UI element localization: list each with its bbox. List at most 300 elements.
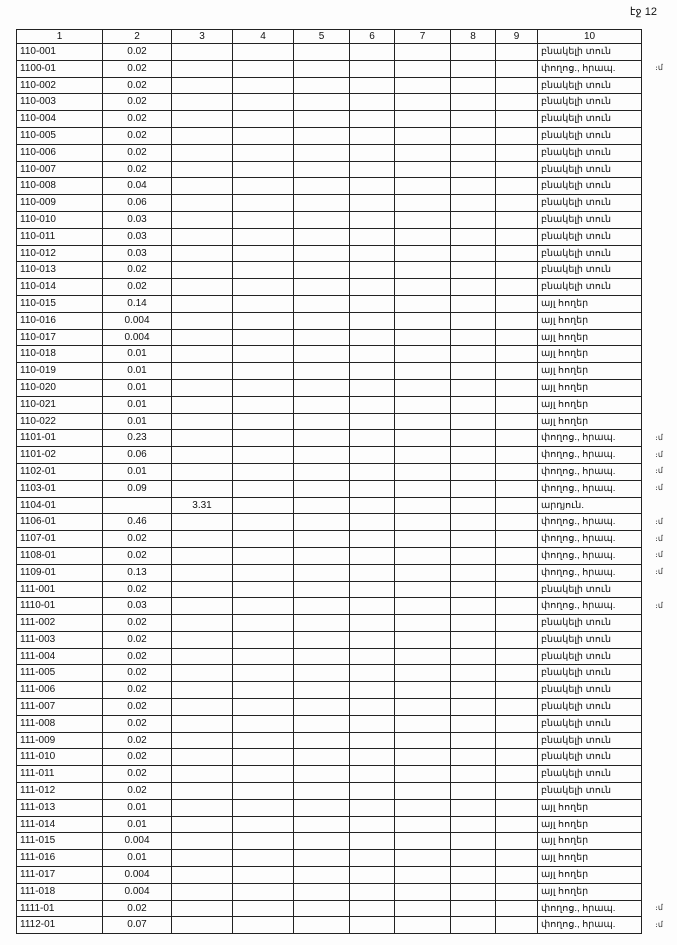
empty-cell	[350, 883, 395, 900]
empty-cell	[294, 900, 350, 917]
empty-cell	[233, 111, 294, 128]
empty-cell	[496, 900, 538, 917]
empty-cell	[496, 799, 538, 816]
empty-cell	[451, 245, 496, 262]
land-use: փողոց., հրապ.	[538, 514, 642, 531]
empty-cell	[395, 161, 451, 178]
area-value: 0.004	[103, 312, 172, 329]
empty-cell	[294, 413, 350, 430]
empty-cell	[395, 547, 451, 564]
table-row	[17, 699, 642, 716]
table-row	[17, 850, 642, 867]
empty-cell	[294, 363, 350, 380]
table-row	[17, 144, 642, 161]
empty-cell	[496, 396, 538, 413]
empty-cell	[294, 682, 350, 699]
parcel-code: 111-007	[17, 699, 103, 716]
col3-value	[172, 783, 233, 800]
empty-cell	[395, 816, 451, 833]
empty-cell	[496, 195, 538, 212]
empty-cell	[294, 329, 350, 346]
area-value: 0.06	[103, 195, 172, 212]
empty-cell	[395, 850, 451, 867]
land-use: փողոց., հրապ.	[538, 463, 642, 480]
parcel-code: 110-021	[17, 396, 103, 413]
empty-cell	[451, 682, 496, 699]
area-value: 0.04	[103, 178, 172, 195]
land-use: արդյուն.	[538, 497, 642, 514]
area-value: 0.02	[103, 631, 172, 648]
empty-cell	[294, 144, 350, 161]
column-header-1: 1	[17, 30, 103, 44]
col3-value	[172, 447, 233, 464]
empty-cell	[233, 463, 294, 480]
table-row	[17, 665, 642, 682]
empty-cell	[350, 44, 395, 61]
empty-cell	[451, 363, 496, 380]
col3-value	[172, 211, 233, 228]
parcel-code: 110-020	[17, 379, 103, 396]
empty-cell	[294, 312, 350, 329]
empty-cell	[294, 463, 350, 480]
table-row	[17, 648, 642, 665]
empty-cell	[350, 430, 395, 447]
empty-cell	[294, 77, 350, 94]
empty-cell	[233, 127, 294, 144]
col3-value	[172, 111, 233, 128]
col3-value	[172, 379, 233, 396]
empty-cell	[395, 732, 451, 749]
col3-value	[172, 917, 233, 934]
empty-cell	[451, 312, 496, 329]
area-value: 0.004	[103, 833, 172, 850]
empty-cell	[350, 111, 395, 128]
empty-cell	[233, 497, 294, 514]
empty-cell	[294, 648, 350, 665]
empty-cell	[451, 715, 496, 732]
parcel-code: 110-012	[17, 245, 103, 262]
parcel-code: 110-018	[17, 346, 103, 363]
empty-cell	[350, 749, 395, 766]
area-value: 0.004	[103, 867, 172, 884]
table-row	[17, 833, 642, 850]
margin-note: ։մ	[655, 533, 663, 543]
margin-note: ։մ	[655, 567, 663, 577]
empty-cell	[294, 850, 350, 867]
empty-cell	[496, 245, 538, 262]
empty-cell	[395, 598, 451, 615]
margin-note: ։մ	[655, 919, 663, 929]
empty-cell	[496, 44, 538, 61]
empty-cell	[451, 77, 496, 94]
empty-cell	[496, 665, 538, 682]
empty-cell	[395, 783, 451, 800]
empty-cell	[233, 665, 294, 682]
empty-cell	[350, 178, 395, 195]
land-use: այլ հողեր	[538, 413, 642, 430]
parcel-code: 1110-01	[17, 598, 103, 615]
parcel-code: 1107-01	[17, 531, 103, 548]
land-use: բնակելի տուն	[538, 262, 642, 279]
empty-cell	[451, 346, 496, 363]
empty-cell	[451, 228, 496, 245]
empty-cell	[496, 379, 538, 396]
empty-cell	[294, 346, 350, 363]
col3-value	[172, 699, 233, 716]
table-row	[17, 329, 642, 346]
land-use: փողոց., հրապ.	[538, 547, 642, 564]
empty-cell	[233, 94, 294, 111]
land-use: այլ հողեր	[538, 295, 642, 312]
empty-cell	[395, 262, 451, 279]
empty-cell	[395, 715, 451, 732]
empty-cell	[395, 178, 451, 195]
col3-value	[172, 867, 233, 884]
area-value: 0.02	[103, 581, 172, 598]
empty-cell	[350, 60, 395, 77]
column-header-9: 9	[496, 30, 538, 44]
empty-cell	[294, 665, 350, 682]
empty-cell	[294, 514, 350, 531]
empty-cell	[233, 480, 294, 497]
empty-cell	[395, 363, 451, 380]
column-header-row	[17, 30, 642, 44]
empty-cell	[451, 799, 496, 816]
empty-cell	[294, 732, 350, 749]
table-row	[17, 497, 642, 514]
empty-cell	[395, 581, 451, 598]
parcel-code: 111-012	[17, 783, 103, 800]
empty-cell	[350, 665, 395, 682]
table-row	[17, 531, 642, 548]
empty-cell	[233, 44, 294, 61]
area-value: 0.13	[103, 564, 172, 581]
empty-cell	[451, 631, 496, 648]
area-value: 0.02	[103, 279, 172, 296]
empty-cell	[451, 144, 496, 161]
land-use: այլ հողեր	[538, 346, 642, 363]
empty-cell	[395, 766, 451, 783]
parcel-code: 110-005	[17, 127, 103, 144]
page-number: էջ 12	[629, 6, 657, 18]
col3-value	[172, 363, 233, 380]
empty-cell	[395, 77, 451, 94]
parcel-code: 1104-01	[17, 497, 103, 514]
empty-cell	[350, 547, 395, 564]
empty-cell	[233, 917, 294, 934]
table-row	[17, 262, 642, 279]
empty-cell	[451, 917, 496, 934]
table-row	[17, 900, 642, 917]
empty-cell	[451, 127, 496, 144]
empty-cell	[294, 615, 350, 632]
empty-cell	[350, 783, 395, 800]
parcel-code: 110-011	[17, 228, 103, 245]
margin-note: ։մ	[655, 466, 663, 476]
area-value: 0.02	[103, 665, 172, 682]
col3-value	[172, 396, 233, 413]
col3-value	[172, 127, 233, 144]
empty-cell	[395, 514, 451, 531]
empty-cell	[233, 195, 294, 212]
empty-cell	[294, 447, 350, 464]
empty-cell	[350, 816, 395, 833]
empty-cell	[294, 749, 350, 766]
empty-cell	[294, 833, 350, 850]
land-use: այլ հողեր	[538, 816, 642, 833]
land-use: բնակելի տուն	[538, 127, 642, 144]
empty-cell	[451, 480, 496, 497]
parcel-code: 110-013	[17, 262, 103, 279]
empty-cell	[350, 396, 395, 413]
empty-cell	[451, 178, 496, 195]
table-row	[17, 581, 642, 598]
empty-cell	[350, 312, 395, 329]
table-row	[17, 598, 642, 615]
parcel-code: 110-008	[17, 178, 103, 195]
empty-cell	[233, 396, 294, 413]
col3-value	[172, 883, 233, 900]
parcel-code: 110-019	[17, 363, 103, 380]
col3-value	[172, 279, 233, 296]
margin-note: ։մ	[655, 903, 663, 913]
col3-value	[172, 850, 233, 867]
empty-cell	[350, 766, 395, 783]
table-row	[17, 228, 642, 245]
empty-cell	[496, 463, 538, 480]
empty-cell	[395, 60, 451, 77]
empty-cell	[350, 699, 395, 716]
empty-cell	[350, 127, 395, 144]
empty-cell	[395, 447, 451, 464]
col3-value	[172, 413, 233, 430]
empty-cell	[496, 615, 538, 632]
empty-cell	[496, 94, 538, 111]
empty-cell	[451, 413, 496, 430]
column-header-6: 6	[350, 30, 395, 44]
col3-value	[172, 262, 233, 279]
col3-value	[172, 682, 233, 699]
parcel-code: 110-009	[17, 195, 103, 212]
area-value: 0.02	[103, 715, 172, 732]
table-row	[17, 766, 642, 783]
empty-cell	[395, 883, 451, 900]
margin-note: ։մ	[655, 432, 663, 442]
empty-cell	[496, 766, 538, 783]
parcel-code: 110-002	[17, 77, 103, 94]
col3-value	[172, 178, 233, 195]
empty-cell	[294, 917, 350, 934]
empty-cell	[294, 699, 350, 716]
col3-value	[172, 94, 233, 111]
empty-cell	[294, 816, 350, 833]
col3-value	[172, 766, 233, 783]
land-use: փողոց., հրապ.	[538, 447, 642, 464]
table-row	[17, 463, 642, 480]
area-value: 0.02	[103, 783, 172, 800]
area-value: 0.02	[103, 547, 172, 564]
land-use: բնակելի տուն	[538, 161, 642, 178]
table-row	[17, 631, 642, 648]
area-value: 0.14	[103, 295, 172, 312]
parcel-code: 111-015	[17, 833, 103, 850]
parcel-code: 110-017	[17, 329, 103, 346]
empty-cell	[395, 480, 451, 497]
empty-cell	[350, 833, 395, 850]
empty-cell	[233, 531, 294, 548]
land-use: բնակելի տուն	[538, 615, 642, 632]
col3-value	[172, 816, 233, 833]
empty-cell	[233, 900, 294, 917]
land-use: այլ հողեր	[538, 379, 642, 396]
area-value: 0.02	[103, 127, 172, 144]
empty-cell	[233, 329, 294, 346]
empty-cell	[451, 379, 496, 396]
land-use: բնակելի տուն	[538, 715, 642, 732]
land-use: այլ հողեր	[538, 363, 642, 380]
parcel-code: 111-016	[17, 850, 103, 867]
land-use: բնակելի տուն	[538, 111, 642, 128]
empty-cell	[451, 598, 496, 615]
parcel-code: 1103-01	[17, 480, 103, 497]
empty-cell	[350, 732, 395, 749]
parcel-code: 110-004	[17, 111, 103, 128]
empty-cell	[395, 379, 451, 396]
empty-cell	[350, 917, 395, 934]
empty-cell	[294, 262, 350, 279]
area-value: 0.01	[103, 463, 172, 480]
table-row	[17, 749, 642, 766]
empty-cell	[451, 161, 496, 178]
parcel-code: 1106-01	[17, 514, 103, 531]
empty-cell	[294, 547, 350, 564]
empty-cell	[395, 463, 451, 480]
empty-cell	[451, 60, 496, 77]
empty-cell	[395, 665, 451, 682]
area-value: 0.004	[103, 883, 172, 900]
land-use: բնակելի տուն	[538, 178, 642, 195]
empty-cell	[233, 262, 294, 279]
empty-cell	[294, 531, 350, 548]
empty-cell	[496, 279, 538, 296]
land-use: բնակելի տուն	[538, 279, 642, 296]
col3-value	[172, 77, 233, 94]
col3-value	[172, 665, 233, 682]
table-row	[17, 547, 642, 564]
empty-cell	[451, 564, 496, 581]
land-register-table	[16, 29, 642, 934]
area-value: 0.02	[103, 749, 172, 766]
land-use: փողոց., հրապ.	[538, 60, 642, 77]
empty-cell	[350, 900, 395, 917]
empty-cell	[395, 94, 451, 111]
empty-cell	[350, 413, 395, 430]
empty-cell	[451, 94, 496, 111]
empty-cell	[294, 111, 350, 128]
table-row	[17, 94, 642, 111]
empty-cell	[350, 480, 395, 497]
land-use: բնակելի տուն	[538, 44, 642, 61]
empty-cell	[496, 715, 538, 732]
table-row	[17, 816, 642, 833]
land-use: փողոց., հրապ.	[538, 598, 642, 615]
empty-cell	[496, 564, 538, 581]
land-use: բնակելի տուն	[538, 766, 642, 783]
empty-cell	[294, 766, 350, 783]
area-value: 0.02	[103, 111, 172, 128]
col3-value	[172, 631, 233, 648]
area-value: 0.03	[103, 211, 172, 228]
margin-note: ։մ	[655, 600, 663, 610]
margin-note: ։մ	[655, 516, 663, 526]
empty-cell	[496, 413, 538, 430]
empty-cell	[451, 44, 496, 61]
land-use: բնակելի տուն	[538, 699, 642, 716]
empty-cell	[496, 514, 538, 531]
empty-cell	[350, 497, 395, 514]
empty-cell	[233, 867, 294, 884]
empty-cell	[496, 581, 538, 598]
empty-cell	[451, 547, 496, 564]
margin-note: ։մ	[655, 483, 663, 493]
table-row	[17, 430, 642, 447]
parcel-code: 111-013	[17, 799, 103, 816]
empty-cell	[233, 615, 294, 632]
empty-cell	[395, 396, 451, 413]
empty-cell	[350, 144, 395, 161]
empty-cell	[395, 312, 451, 329]
table-row	[17, 279, 642, 296]
area-value: 0.02	[103, 766, 172, 783]
empty-cell	[294, 127, 350, 144]
empty-cell	[233, 279, 294, 296]
empty-cell	[496, 77, 538, 94]
empty-cell	[233, 430, 294, 447]
area-value: 0.02	[103, 94, 172, 111]
table-row	[17, 917, 642, 934]
column-header-5: 5	[294, 30, 350, 44]
table-row	[17, 799, 642, 816]
empty-cell	[233, 715, 294, 732]
col3-value	[172, 648, 233, 665]
table-row	[17, 211, 642, 228]
col3-value	[172, 430, 233, 447]
empty-cell	[233, 749, 294, 766]
area-value: 0.03	[103, 598, 172, 615]
column-header-10: 10	[538, 30, 642, 44]
area-value: 0.02	[103, 262, 172, 279]
empty-cell	[395, 144, 451, 161]
empty-cell	[496, 783, 538, 800]
land-use: այլ հողեր	[538, 883, 642, 900]
empty-cell	[350, 581, 395, 598]
land-use: այլ հողեր	[538, 799, 642, 816]
empty-cell	[395, 867, 451, 884]
land-use: բնակելի տուն	[538, 144, 642, 161]
empty-cell	[451, 850, 496, 867]
table-row	[17, 715, 642, 732]
empty-cell	[395, 900, 451, 917]
column-header-7: 7	[395, 30, 451, 44]
empty-cell	[451, 581, 496, 598]
table-row	[17, 60, 642, 77]
empty-cell	[350, 161, 395, 178]
table-row	[17, 346, 642, 363]
parcel-code: 110-001	[17, 44, 103, 61]
empty-cell	[395, 682, 451, 699]
empty-cell	[350, 195, 395, 212]
empty-cell	[294, 279, 350, 296]
